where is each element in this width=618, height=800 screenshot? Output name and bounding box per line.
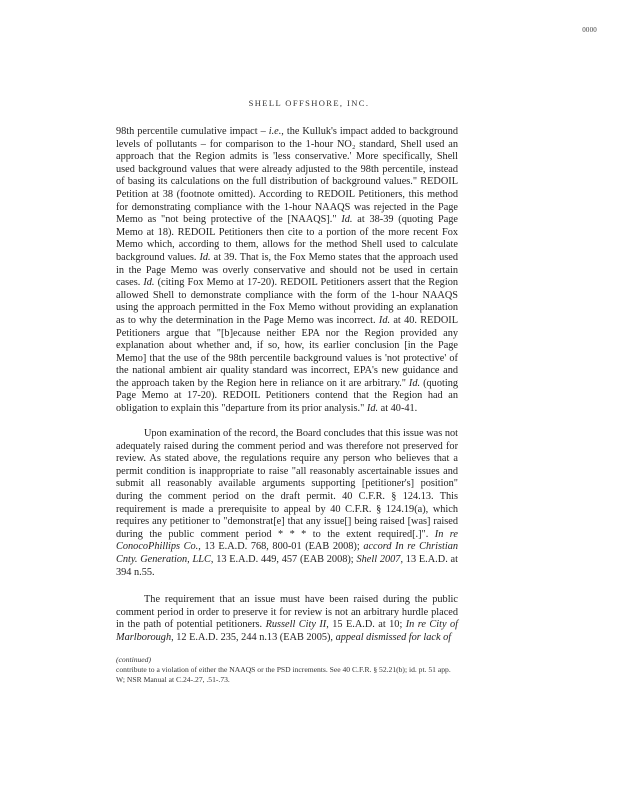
citation-text: Id.: [143, 277, 155, 289]
text-segment: , 12 E.A.D. 235, 244 n.13 (EAB 2005),: [171, 631, 336, 643]
text-segment: at 39. That is, the Fox Memo states that the approach used in the Page Memo was overly conservative and should not be used in certain cases.: [116, 251, 458, 289]
citation-text: Shell 2007: [356, 553, 401, 565]
footnote-continued-label: (continued): [116, 655, 152, 664]
running-head: SHELL OFFSHORE, INC.: [248, 98, 370, 108]
citation-text: Russell City II: [265, 619, 327, 631]
text-segment: (citing Fox Memo at 17-20). REDOIL Petitioners assert that the Region allowed Shell to demonstrate compliance with the form of the 1-hour NAAQS using the approach permitted in the Fox Memo without providing an explanation as to why the determination in the Page Memo was incorrect.: [116, 277, 458, 326]
footnote-text: contribute to a violation of either the NAAQS or the PSD increments. See 40 C.F.R. § 52.21(b); id. pt. 51 app. W; NSR Manual at C.24-.27, .51-.73.: [116, 665, 451, 685]
text-segment: , 15 E.A.D. at 10;: [326, 619, 406, 631]
text-segment: Upon examination of the record, the Board concludes that this issue was not adequately raised during the comment period and was therefore not preserved for review. As stated above, the regulations require any person who believes that a permit condition is inappropriate to raise "all reasonably ascertainable issues and submit all reasonably available arguments supporting [petitioner's] position" during the comment period on the draft permit. 40 C.F.R. § 124.13. This requirement is made a prerequisite to appeal by 40 C.F.R. § 124.19(a), which requires any petitioner to "demonstrat[e] that any issue[] being raised [was] raised during the public comment period * * * to the extent required[.]".: [116, 428, 458, 540]
citation-text: Id.: [366, 403, 379, 415]
citation-text: i.e.: [268, 126, 282, 137]
paragraph: [116, 428, 458, 579]
citation-text: Id.: [199, 251, 211, 263]
text-segment: 98th percentile cumulative impact –: [116, 126, 269, 137]
text-segment: (quoting Page Memo at 17-20). REDOIL Petitioners contend that the Region had an obligation to explain this "departure from its prior analysis.": [116, 377, 458, 415]
paragraph: [116, 594, 458, 644]
footnote: [116, 655, 458, 686]
citation-text: Id.: [378, 314, 391, 326]
citation-text: accord In re Christian Cnty. Generation, LLC: [116, 541, 459, 565]
body-text: [116, 126, 458, 645]
citation-text: In re City of Marlborough: [116, 619, 458, 643]
text-segment: , 13 E.A.D. 449, 457 (EAB 2008);: [210, 553, 357, 565]
citation-text: appeal dismissed for lack of: [335, 631, 452, 643]
paragraph: [116, 126, 458, 416]
citation-text: In re ConocoPhillips Co.: [116, 528, 458, 553]
text-segment: at 38-39 (quoting Page Memo at 18). REDOIL Petitioners then cite to a portion of the more recent Fox Memo which, according to them, allows for the method Shell used to calculate background values.: [116, 214, 458, 263]
citation-text: Id.: [341, 214, 353, 226]
text-segment: , the Kulluk's impact added to background levels of pollutants – for comparison to the 1-hour NO₂ standard, Shell used an approach that the Region admits is 'less conservative.' More specifically, Shell used background values that were already adjusted to the 98th percentile, instead of basing its calculations on the full distribution of background values." REDOIL Petition at 38 (footnote omitted). According to REDOIL Petitioners, this method for demonstrating compliance with the 1-hour NAAQS was rejected in the Page Memo as "not being protective of the [NAAQS].": [116, 126, 458, 226]
text-segment: at 40. REDOIL Petitioners argue that "[b]ecause neither EPA nor the Region provided any explanation about whether and, if so, how, its earlier conclusion [in the Page Memo] that the use of the 98th percentile background values is 'not protective' of the national ambient air quality standard was incorrect, EPA's new guidance and the approach taken by the Region here in reliance on it are arbitrary.": [116, 314, 458, 389]
text-segment: , 13 E.A.D. 768, 800-01 (EAB 2008);: [198, 541, 364, 553]
page-number: 0000: [582, 26, 597, 34]
text-segment: at 40-41.: [378, 403, 418, 415]
text-segment: The requirement that an issue must have been raised during the public comment period in order to preserve it for review is not an arbitrary hurdle placed in the path of potential petitioners.: [116, 594, 458, 631]
citation-text: Id.: [408, 377, 421, 389]
text-segment: , 13 E.A.D. at 394 n.55.: [116, 553, 458, 578]
